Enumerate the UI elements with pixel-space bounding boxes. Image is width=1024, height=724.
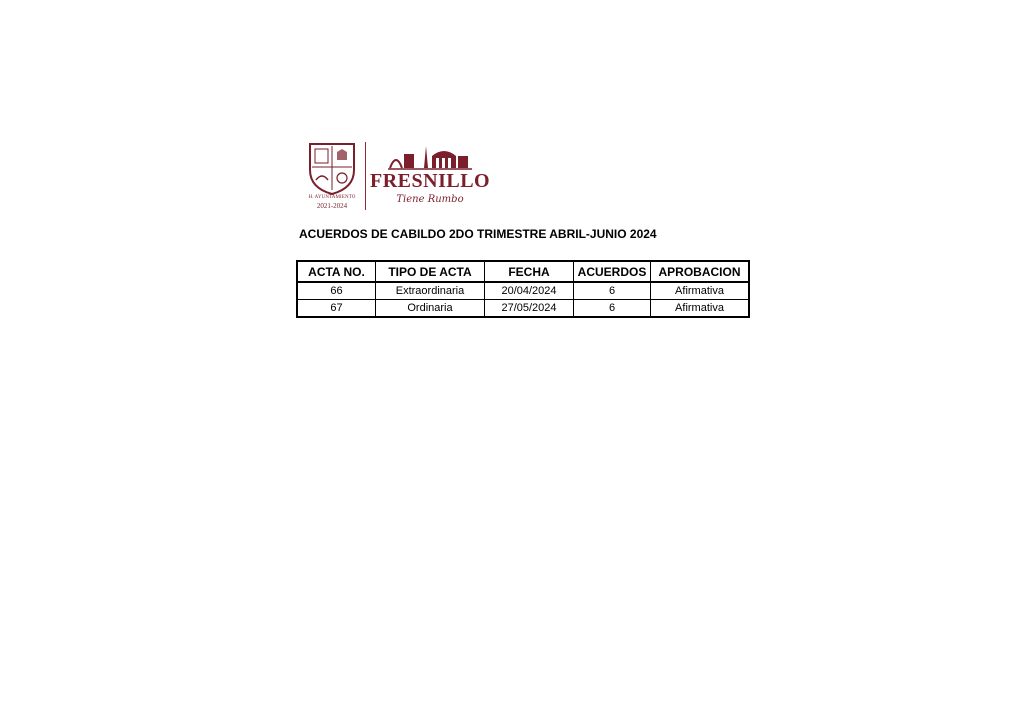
logo-divider — [365, 142, 366, 210]
cell-tipo-de-acta: Extraordinaria — [376, 282, 485, 300]
header-aprobacion: APROBACION — [651, 261, 750, 282]
agreements-table — [296, 260, 750, 318]
brand-tagline: Tiene Rumbo — [396, 194, 464, 205]
cell-fecha: 27/05/2024 — [485, 300, 574, 318]
document-title: ACUERDOS DE CABILDO 2DO TRIMESTRE ABRIL-JUNIO 2024 — [299, 227, 657, 241]
brand-mark — [370, 144, 490, 210]
cell-aprobacion: Afirmativa — [651, 300, 750, 318]
skyline-icon — [388, 144, 472, 170]
table-header-row — [297, 261, 749, 282]
header-acuerdos: ACUERDOS — [574, 261, 651, 282]
table-row — [297, 300, 749, 318]
cell-acta-no: 66 — [297, 282, 376, 300]
seal-caption: H. AYUNTAMIENTO — [308, 195, 356, 200]
header-tipo-de-acta: TIPO DE ACTA — [376, 261, 485, 282]
seal-years: 2021-2024 — [316, 202, 348, 210]
cell-tipo-de-acta: Ordinaria — [376, 300, 485, 318]
header-acta-no: ACTA NO. — [297, 261, 376, 282]
cell-fecha: 20/04/2024 — [485, 282, 574, 300]
brand-name: FRESNILLO — [370, 170, 491, 192]
cell-acta-no: 67 — [297, 300, 376, 318]
table-row — [297, 282, 749, 300]
cell-acuerdos: 6 — [574, 300, 651, 318]
fresnillo-logo — [304, 140, 490, 214]
cell-acuerdos: 6 — [574, 282, 651, 300]
cell-aprobacion: Afirmativa — [651, 282, 750, 300]
coat-of-arms-icon — [304, 140, 360, 214]
header-fecha: FECHA — [485, 261, 574, 282]
